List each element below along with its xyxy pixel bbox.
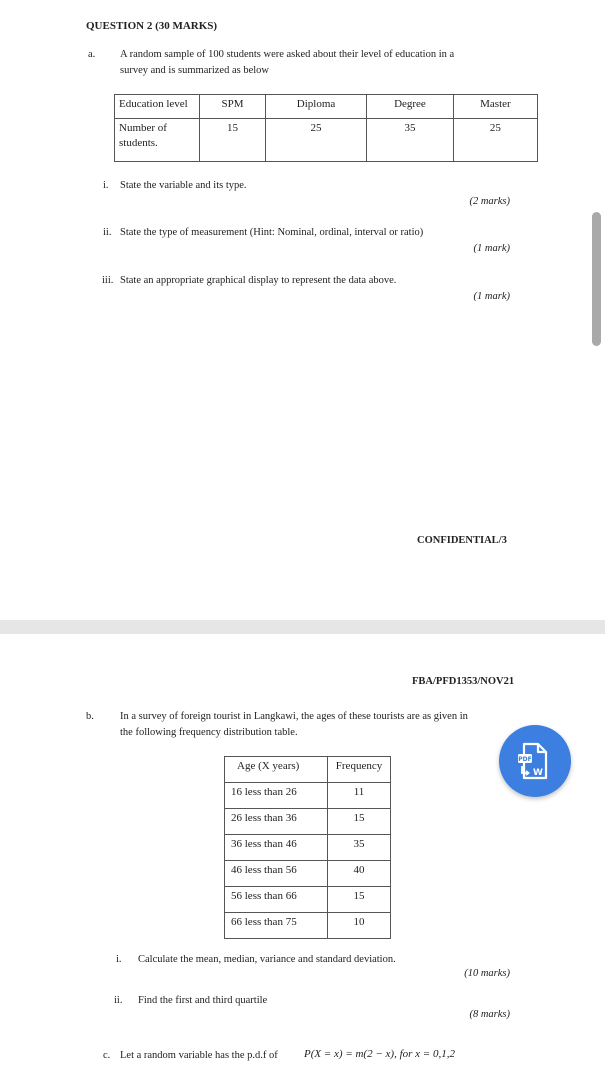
table-cell: 25 — [266, 119, 367, 162]
table-cell: 36 less than 46 — [225, 835, 328, 861]
table-row — [115, 95, 538, 119]
table-header-row — [225, 757, 391, 783]
table-cell: 35 — [328, 835, 391, 861]
part-c-formula: P(X = x) = m(2 − x), for x = 0,1,2 — [304, 1048, 455, 1060]
table-cell: Degree — [367, 95, 454, 119]
table-cell: 10 — [328, 913, 391, 939]
table-cell: SPM — [200, 95, 266, 119]
table-header-cell: Age (X years) — [225, 757, 328, 783]
frequency-table — [224, 756, 391, 939]
table-cell: Diploma — [266, 95, 367, 119]
part-b-q-ii-text: Find the first and third quartile — [138, 995, 268, 1006]
part-a-q-i-text: State the variable and its type. — [120, 180, 247, 191]
table-cell: 16 less than 26 — [225, 783, 328, 809]
table-cell: Master — [453, 95, 537, 119]
table-cell: 66 less than 75 — [225, 913, 328, 939]
table-cell: 46 less than 56 — [225, 861, 328, 887]
part-c-text: Let a random variable has the p.d.f of — [120, 1050, 278, 1061]
table-row — [225, 783, 391, 809]
table-row — [225, 887, 391, 913]
part-b-q-i-text: Calculate the mean, median, variance and standard deviation. — [138, 954, 396, 965]
table-cell: 25 — [453, 119, 537, 162]
part-a-label: a. — [88, 49, 96, 60]
table-cell: 40 — [328, 861, 391, 887]
question-title: QUESTION 2 (30 MARKS) — [86, 20, 218, 32]
part-a-intro-line2: survey and is summarized as below — [120, 65, 270, 76]
table-cell: 15 — [200, 119, 266, 162]
table-cell: 15 — [328, 809, 391, 835]
part-b-q-ii-marks: (8 marks) — [469, 1009, 510, 1020]
page-header-code: FBA/PFD1353/NOV21 — [412, 676, 515, 687]
table-row — [225, 835, 391, 861]
part-b-q-i-number: i. — [116, 954, 122, 965]
education-level-table — [114, 94, 538, 162]
table-header-cell: Frequency — [328, 757, 391, 783]
table-cell — [115, 119, 200, 162]
table-cell: 56 less than 66 — [225, 887, 328, 913]
part-b-q-ii-number: ii. — [114, 995, 123, 1006]
pdf-to-word-icon — [516, 742, 554, 780]
table-cell: 11 — [328, 783, 391, 809]
w-label: W — [533, 768, 543, 778]
part-a-q-ii-marks: (1 mark) — [473, 243, 510, 254]
confidential-footer: CONFIDENTIAL/3 — [417, 535, 507, 546]
part-a-q-i-number: i. — [103, 180, 109, 191]
table-cell: 35 — [367, 119, 454, 162]
part-b-intro-line2: the following frequency distribution table. — [120, 727, 298, 738]
part-b-label: b. — [86, 711, 94, 722]
pdf-label: PDF — [518, 756, 532, 763]
table-row — [225, 809, 391, 835]
part-a-q-iii-text: State an appropriate graphical display to represent the data above. — [120, 275, 397, 286]
table-row — [225, 913, 391, 939]
part-c-label: c. — [103, 1050, 111, 1061]
row-label-line2: students. — [119, 137, 158, 150]
part-a-q-ii-number: ii. — [103, 227, 112, 238]
table-row — [115, 119, 538, 162]
table-row — [225, 861, 391, 887]
part-a-q-i-marks: (2 marks) — [469, 196, 510, 207]
part-a-q-ii-text: State the type of measurement (Hint: Nominal, ordinal, interval or ratio) — [120, 227, 424, 238]
part-a-q-iii-marks: (1 mark) — [473, 291, 510, 302]
part-a-intro-line1: A random sample of 100 students were asked about their level of education in a — [120, 49, 455, 60]
part-b-q-i-marks: (10 marks) — [464, 968, 510, 979]
table-cell: 26 less than 36 — [225, 809, 328, 835]
table-cell: Education level — [115, 95, 200, 119]
scrollbar-thumb[interactable] — [592, 212, 601, 346]
part-b-intro-line1: In a survey of foreign tourist in Langkawi, the ages of these tourists are as given in — [120, 711, 468, 722]
table-cell: 15 — [328, 887, 391, 913]
part-a-q-iii-number: iii. — [102, 275, 114, 286]
pdf-to-word-button[interactable] — [499, 725, 571, 797]
row-label-line1: Number of — [119, 122, 167, 135]
